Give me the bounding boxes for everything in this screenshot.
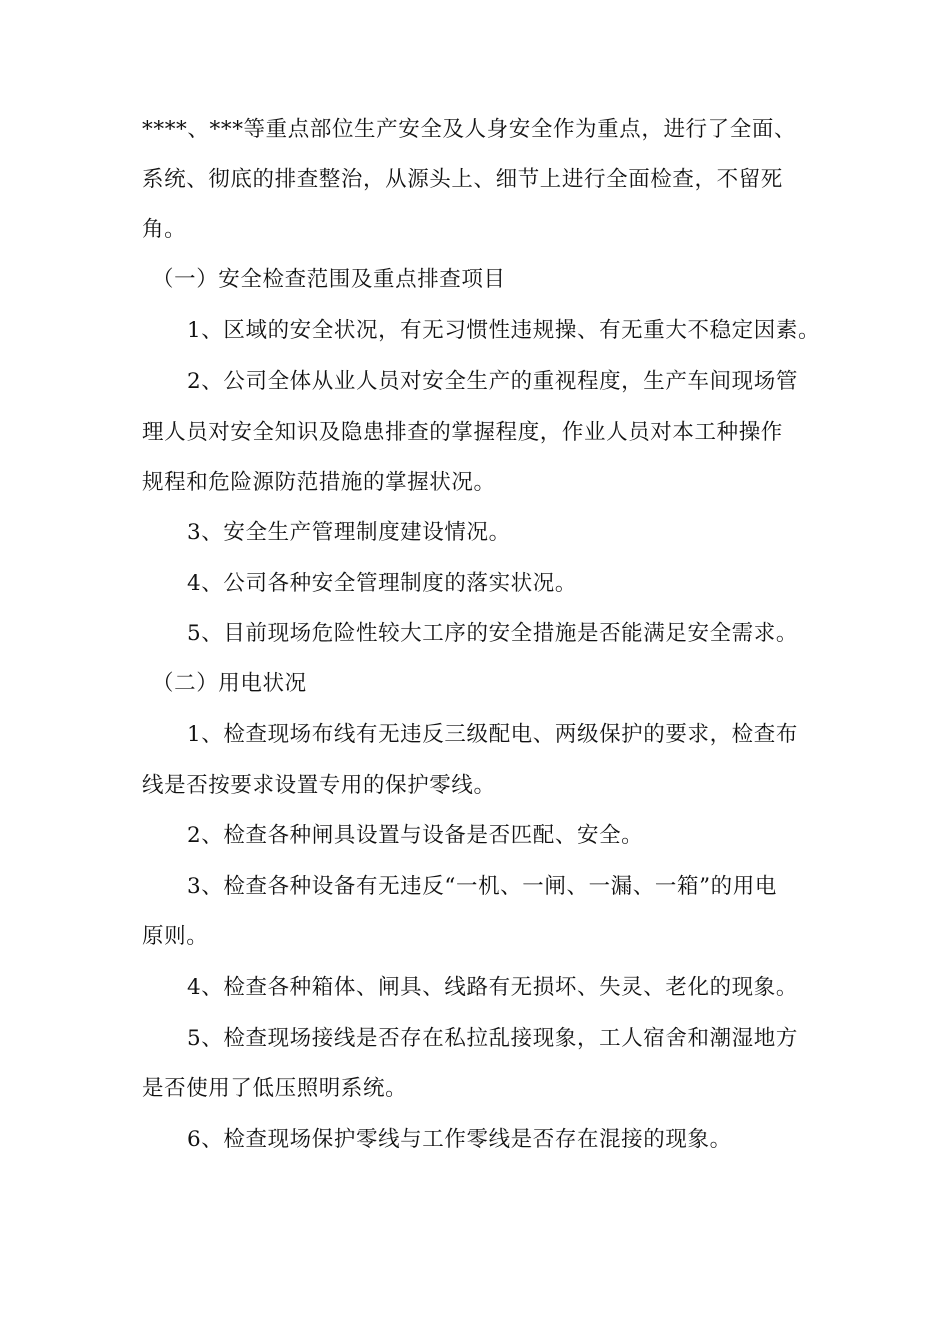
paragraph-line: 系统、彻底的排查整治，从源头上、细节上进行全面检查，不留死: [142, 167, 783, 192]
paragraph-line: 角。: [142, 217, 187, 242]
list-item: 1、区域的安全状况，有无习惯性违规操、有无重大不稳定因素。: [187, 318, 821, 343]
list-item: 2、公司全体从业人员对安全生产的重视程度，生产车间现场管: [187, 369, 798, 394]
section-heading-1: （一）安全检查范围及重点排查项目: [152, 267, 506, 292]
list-item: 2、检查各种闸具设置与设备是否匹配、安全。: [187, 823, 644, 848]
list-item: 3、安全生产管理制度建设情况。: [187, 520, 511, 545]
list-item: 4、检查各种箱体、闸具、线路有无损坏、失灵、老化的现象。: [187, 975, 798, 1000]
section-heading-2: （二）用电状况: [152, 671, 307, 696]
list-item: 5、检查现场接线是否存在私拉乱接现象，工人宿舍和潮湿地方: [187, 1026, 798, 1051]
list-item: 6、检查现场保护零线与工作零线是否存在混接的现象。: [187, 1127, 732, 1152]
paragraph-line: 原则。: [142, 924, 209, 949]
paragraph-line: ****、***等重点部位生产安全及人身安全作为重点，进行了全面、: [142, 117, 797, 142]
list-item: 5、目前现场危险性较大工序的安全措施是否能满足安全需求。: [187, 621, 798, 646]
paragraph-line: 规程和危险源防范措施的掌握状况。: [142, 470, 496, 495]
paragraph-line: 线是否按要求设置专用的保护零线。: [142, 773, 496, 798]
paragraph-line: 是否使用了低压照明系统。: [142, 1076, 408, 1101]
list-item: 4、公司各种安全管理制度的落实状况。: [187, 571, 577, 596]
paragraph-line: 理人员对安全知识及隐患排查的掌握程度，作业人员对本工种操作: [142, 420, 783, 445]
list-item: 1、检查现场布线有无违反三级配电、两级保护的要求，检查布: [187, 722, 798, 747]
list-item: 3、检查各种设备有无违反“一机、一闸、一漏、一箱”的用电: [187, 874, 777, 899]
